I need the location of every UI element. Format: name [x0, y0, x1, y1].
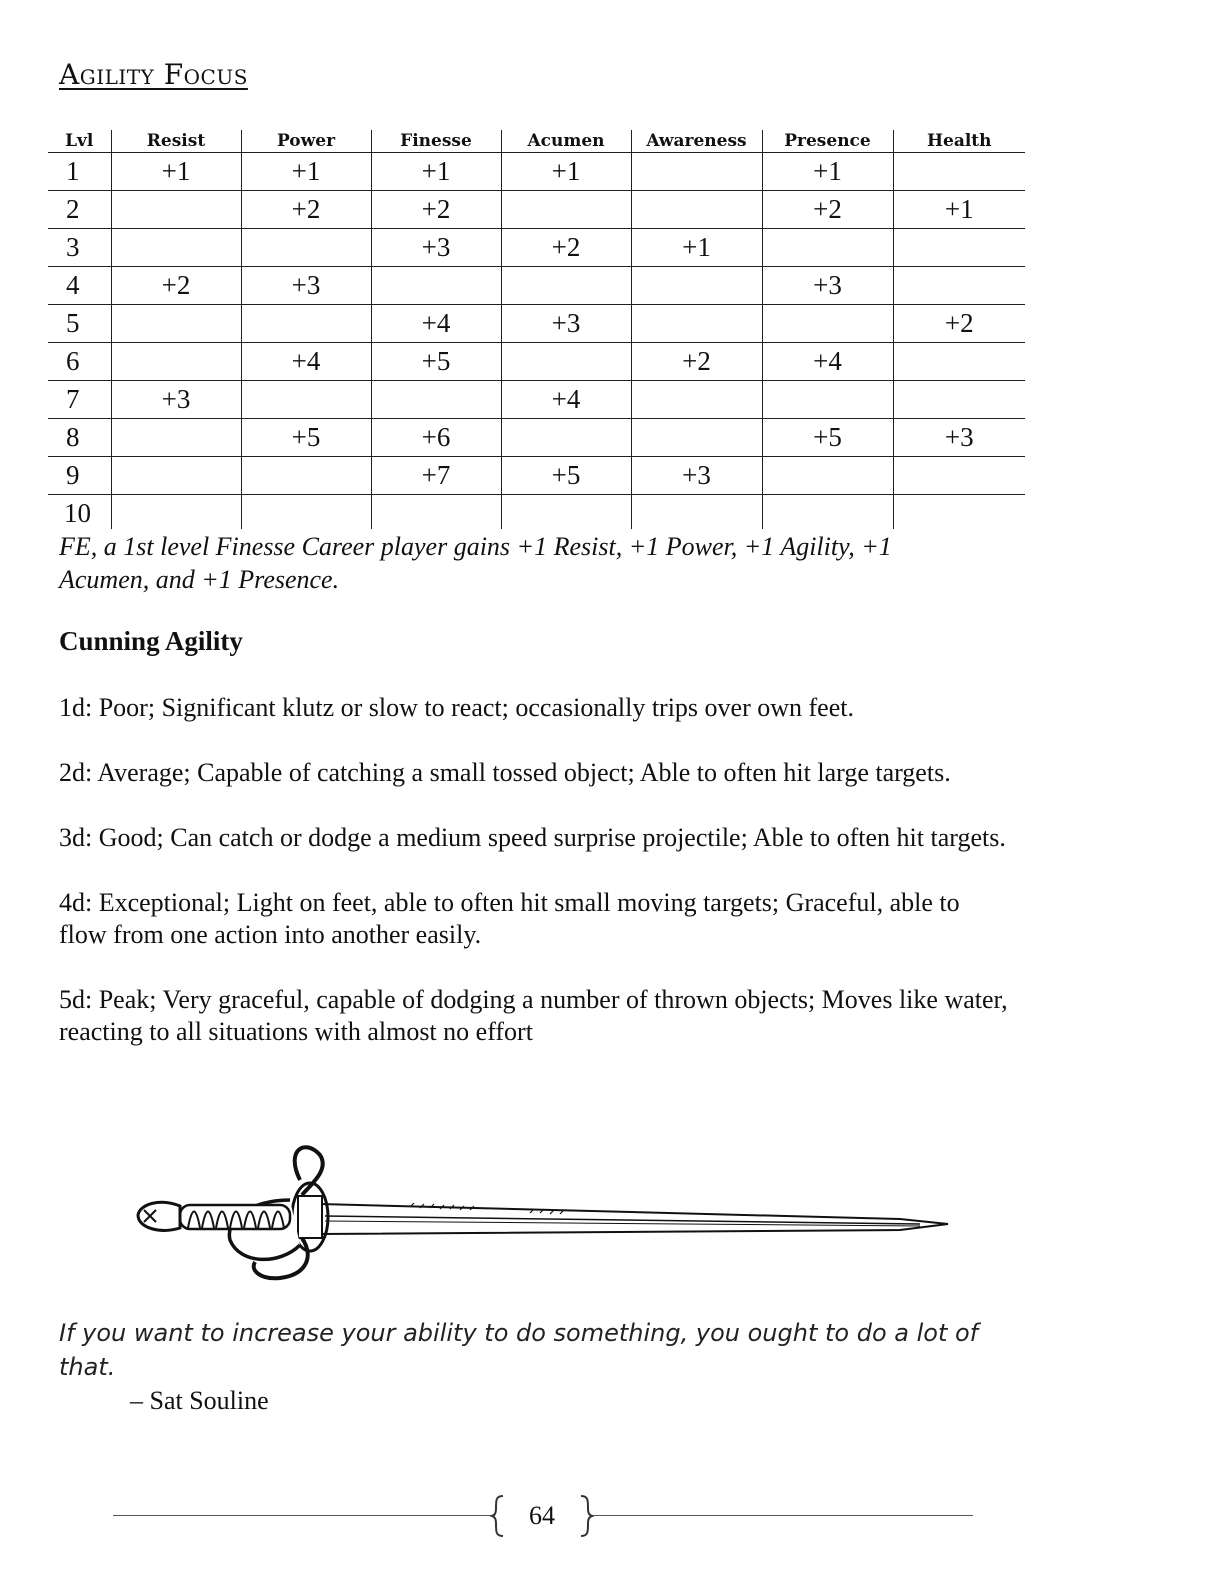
table-row — [48, 191, 1025, 229]
section-heading: Cunning Agility — [59, 626, 243, 656]
table-cell: +6 — [371, 419, 501, 457]
footer-rule-right — [592, 1515, 973, 1516]
table-row — [48, 419, 1025, 457]
table-cell — [762, 229, 893, 267]
table-cell — [893, 343, 1025, 381]
column-header: Acumen — [501, 130, 631, 153]
example-note: FE, a 1st level Finesse Career player gains +1 Resist, +1 Power, +1 Agility, +1 Acumen, and +1 Presence. — [59, 532, 892, 594]
table-header-row — [48, 130, 1025, 153]
table-cell: +4 — [241, 343, 371, 381]
column-header: Resist — [111, 130, 241, 153]
table-cell — [111, 419, 241, 457]
footer-rule-left — [113, 1515, 495, 1516]
table-cell — [501, 495, 631, 530]
table-cell: 2 — [48, 191, 111, 229]
table-cell: +1 — [631, 229, 762, 267]
table-cell — [111, 305, 241, 343]
table-cell — [501, 191, 631, 229]
sword-blade — [320, 1204, 948, 1234]
table-cell: +2 — [111, 267, 241, 305]
table-row — [48, 343, 1025, 381]
table-cell: +3 — [631, 457, 762, 495]
table-cell — [631, 191, 762, 229]
table-cell: +1 — [893, 191, 1025, 229]
table-cell: 9 — [48, 457, 111, 495]
sword-icon — [130, 1140, 960, 1290]
table-cell — [893, 229, 1025, 267]
table-row — [48, 495, 1025, 530]
table-cell: +5 — [762, 419, 893, 457]
table-cell: +1 — [111, 153, 241, 191]
table-cell — [111, 343, 241, 381]
table-cell: 4 — [48, 267, 111, 305]
table-row — [48, 153, 1025, 191]
list-item: 5d: Peak; Very graceful, capable of dodging a number of thrown objects; Moves like water, reacting to all situations with almost no effort — [59, 985, 1008, 1046]
table-cell — [111, 495, 241, 530]
table-cell — [241, 229, 371, 267]
table-cell — [631, 267, 762, 305]
table-cell — [501, 343, 631, 381]
table-row — [48, 267, 1025, 305]
table-cell: +1 — [371, 153, 501, 191]
table-cell — [893, 457, 1025, 495]
column-header: Health — [893, 130, 1025, 153]
table-cell — [631, 381, 762, 419]
table-cell: +4 — [501, 381, 631, 419]
table-cell — [893, 381, 1025, 419]
table-row — [48, 381, 1025, 419]
table-cell: 8 — [48, 419, 111, 457]
table-cell: +1 — [241, 153, 371, 191]
table-cell: +5 — [501, 457, 631, 495]
list-item: 4d: Exceptional; Light on feet, able to often hit small moving targets; Graceful, able to flow from one action into another easily. — [59, 888, 960, 949]
column-header: Power — [241, 130, 371, 153]
column-header: Presence — [762, 130, 893, 153]
table-cell — [241, 305, 371, 343]
list-item: 1d: Poor; Significant klutz or slow to react; occasionally trips over own feet. — [59, 693, 854, 722]
table-cell: +2 — [241, 191, 371, 229]
table-cell — [762, 495, 893, 530]
table-cell — [111, 229, 241, 267]
table-cell: +3 — [501, 305, 631, 343]
table-cell: +4 — [762, 343, 893, 381]
table-cell — [631, 419, 762, 457]
table-cell: +4 — [371, 305, 501, 343]
agility-focus-table — [48, 130, 1025, 529]
column-header: Finesse — [371, 130, 501, 153]
table-cell: 5 — [48, 305, 111, 343]
column-header: Lvl — [48, 130, 111, 153]
table-cell — [893, 495, 1025, 530]
list-item: 3d: Good; Can catch or dodge a medium speed surprise projectile; Able to often hit targets. — [59, 823, 1006, 852]
table-cell — [631, 153, 762, 191]
table-cell: +3 — [111, 381, 241, 419]
table-cell: +3 — [371, 229, 501, 267]
table-cell: +3 — [241, 267, 371, 305]
table-cell: +3 — [762, 267, 893, 305]
table-cell — [371, 381, 501, 419]
table-cell: +2 — [501, 229, 631, 267]
table-cell — [762, 457, 893, 495]
table-cell — [893, 153, 1025, 191]
table-cell: +5 — [371, 343, 501, 381]
table-cell: +2 — [371, 191, 501, 229]
table-cell — [762, 305, 893, 343]
table-cell — [501, 419, 631, 457]
table-cell: +2 — [762, 191, 893, 229]
table-cell: +5 — [241, 419, 371, 457]
table-cell — [371, 267, 501, 305]
list-item: 2d: Average; Capable of catching a small tossed object; Able to often hit large targets. — [59, 758, 951, 787]
table-cell: 7 — [48, 381, 111, 419]
table-cell — [631, 305, 762, 343]
page-number: 64 — [529, 1501, 555, 1530]
table-cell: 3 — [48, 229, 111, 267]
column-header: Awareness — [631, 130, 762, 153]
table-row — [48, 457, 1025, 495]
table-cell — [111, 191, 241, 229]
table-row — [48, 229, 1025, 267]
table-cell — [501, 267, 631, 305]
table-cell — [762, 381, 893, 419]
agility-levels-list — [59, 692, 1009, 1081]
quote-attribution: – Sat Souline — [130, 1386, 269, 1415]
table-cell: 1 — [48, 153, 111, 191]
table-cell — [111, 457, 241, 495]
table-row — [48, 305, 1025, 343]
table-cell — [241, 457, 371, 495]
table-cell — [631, 495, 762, 530]
table-cell — [371, 495, 501, 530]
quote-text: If you want to increase your ability to do something, you ought to do a lot of that. — [59, 1319, 979, 1381]
page-title: Agility Focus — [59, 58, 248, 91]
table-cell: 6 — [48, 343, 111, 381]
table-cell — [241, 381, 371, 419]
table-cell: +3 — [893, 419, 1025, 457]
right-brace-icon — [578, 1494, 594, 1538]
table-cell: +2 — [893, 305, 1025, 343]
table-cell: +2 — [631, 343, 762, 381]
table-cell: +1 — [501, 153, 631, 191]
table-cell — [893, 267, 1025, 305]
table-cell — [241, 495, 371, 530]
table-cell: 10 — [64, 498, 91, 528]
table-cell: +7 — [371, 457, 501, 495]
table-cell: +1 — [762, 153, 893, 191]
